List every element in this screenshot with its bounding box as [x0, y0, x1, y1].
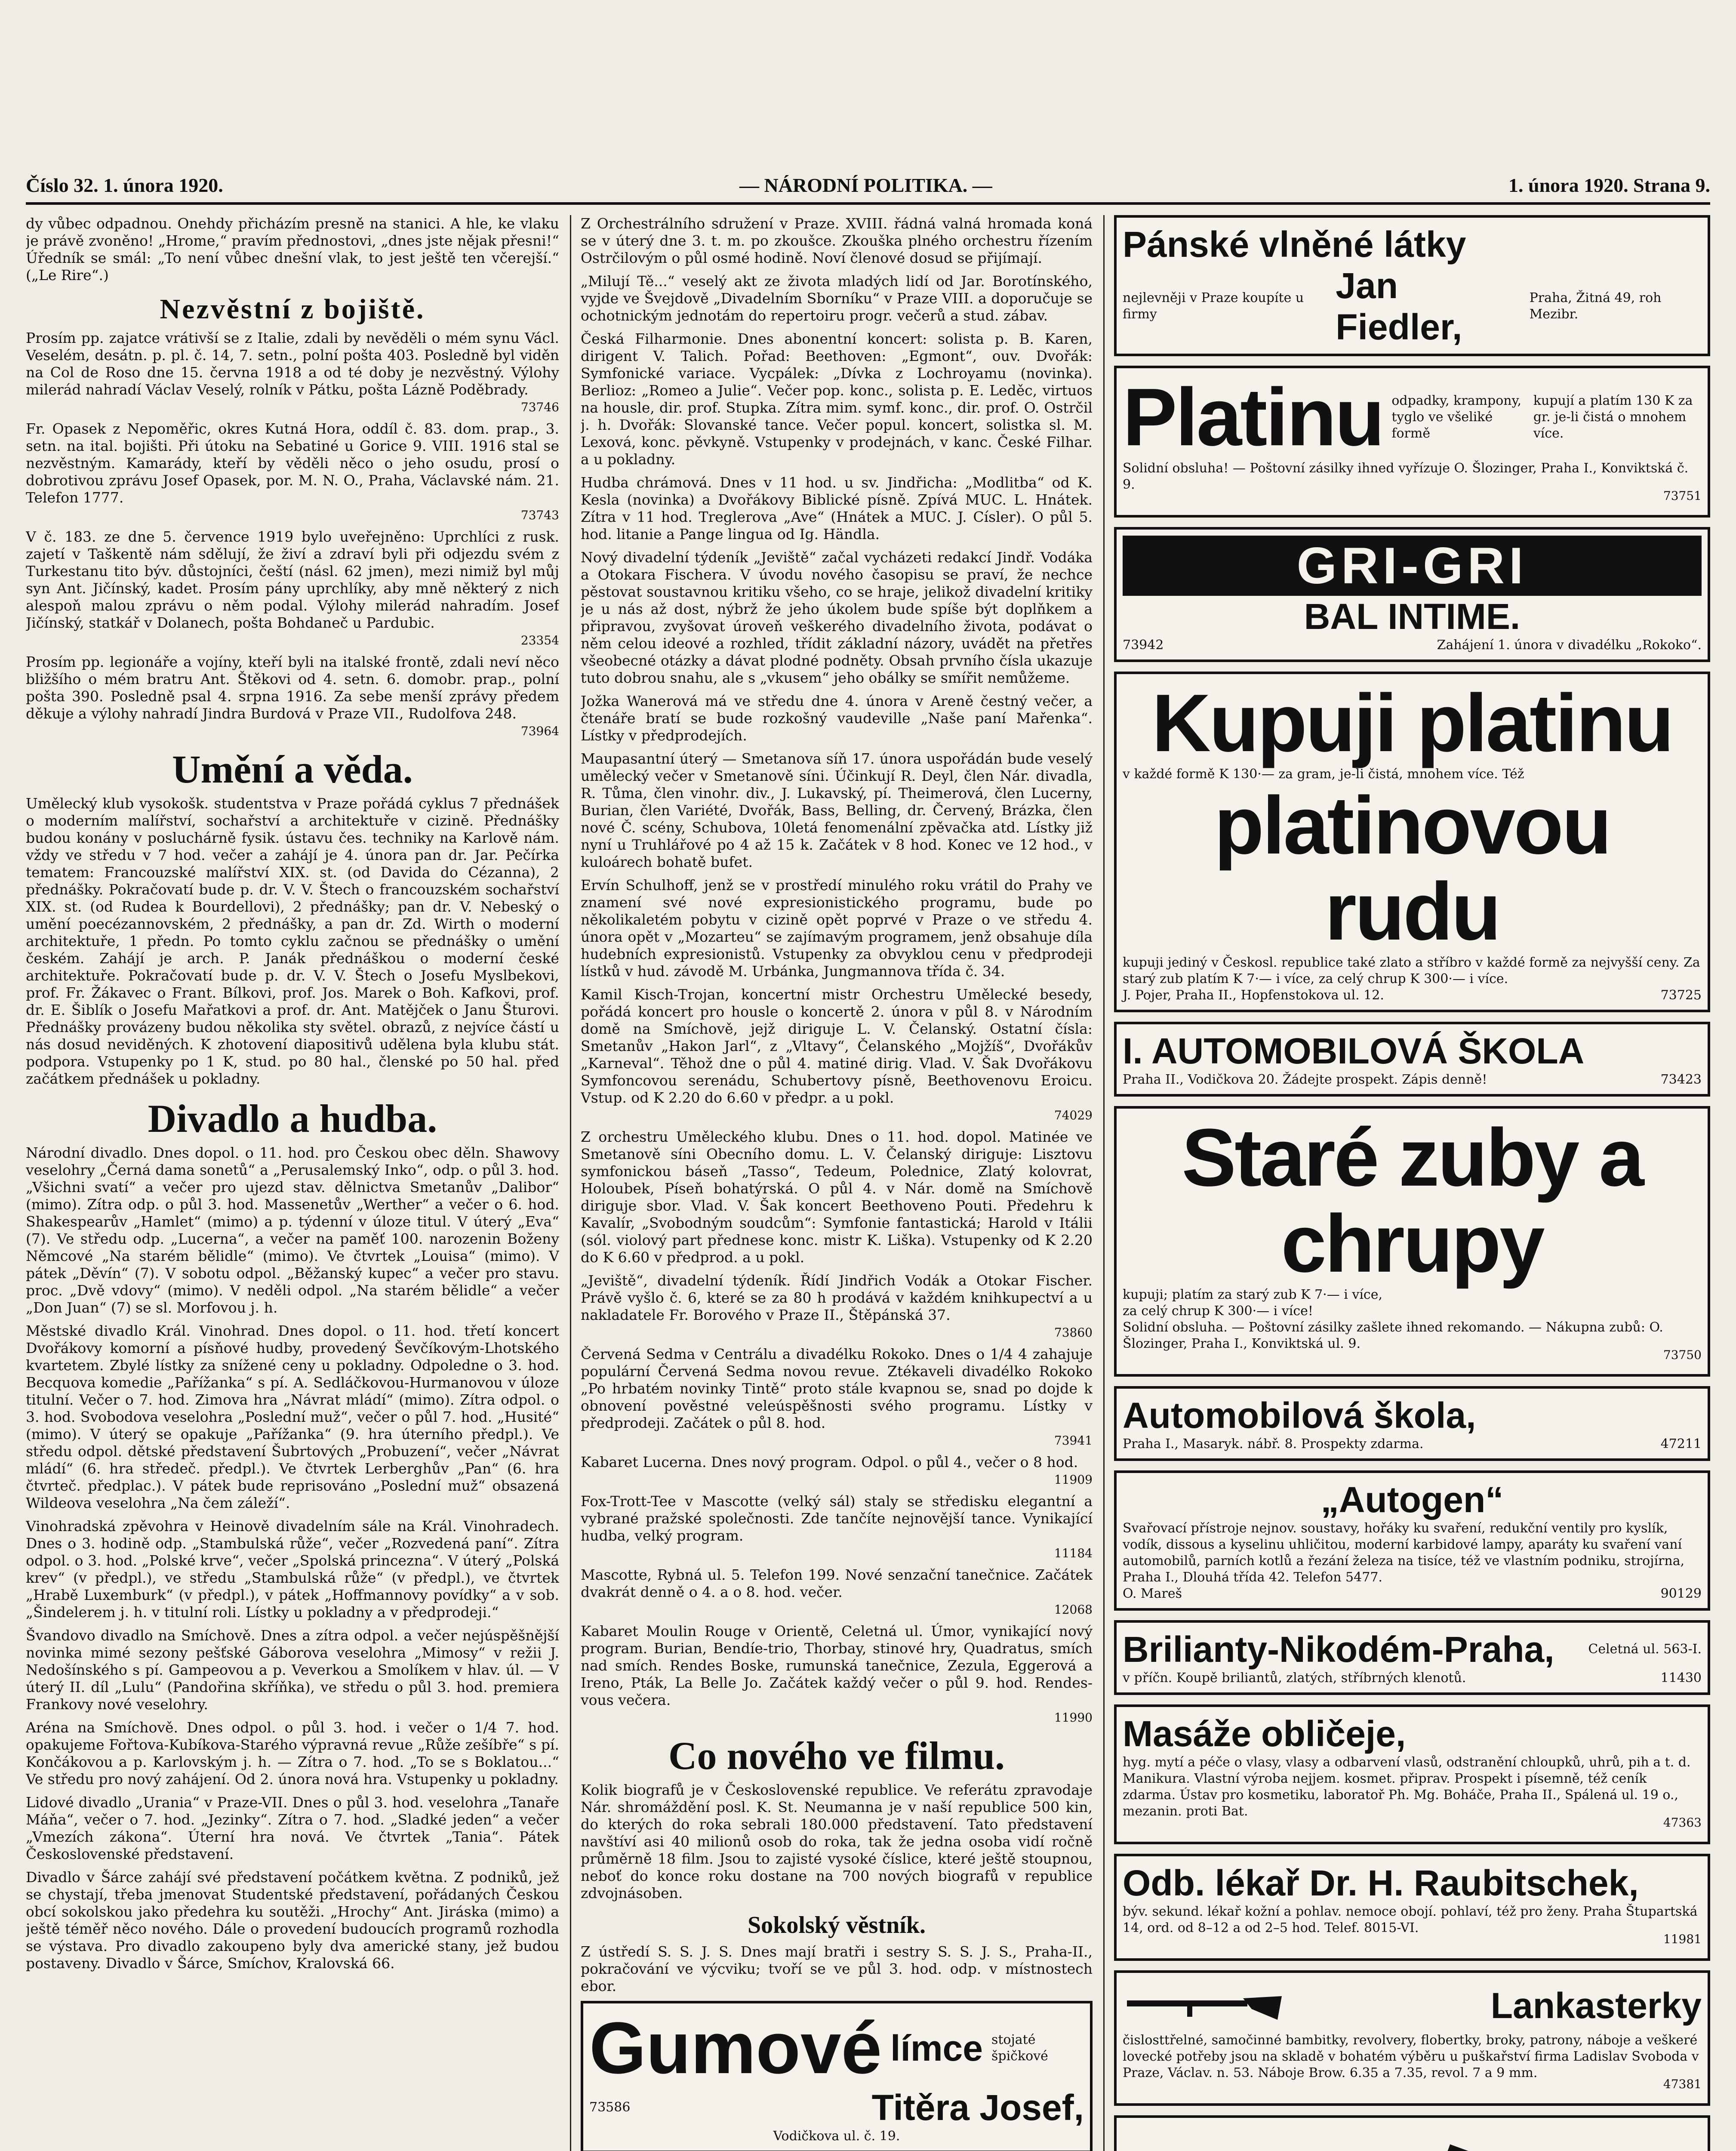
ad-headline: Kupuji platinu: [1151, 678, 1673, 769]
ad-number: 47211: [1660, 1436, 1702, 1451]
rifle-icon: [1123, 1979, 1286, 2032]
ad-headline: Odb. lékař Dr. H. Raubitschek,: [1123, 1863, 1639, 1903]
ad-number: 11981: [1663, 1932, 1702, 1946]
ad-firm: J. Pojer, Praha II., Hopfenstokova ul. 12.: [1123, 988, 1384, 1003]
article-text: Vinohradská zpěvohra v Heinově divadelním sále na Král. Vinohradech. Dnes o 3. hodině odp. „Stambulská růže“, večer „Rozvedená paní“. Zítra odpol. o 3. hod. „Polské krve“, večer „Spolská princezna“. V úterý „Polská krev“ (v předpl.), ve středu „Stambulská růže“ (v předpl.), ve čtvrtek „Hrabě Luxemburk“ (v předpl.), v pátek „Hoffmannovy povídky“ a v sob. „Šindelerem j. h. v titulní roli. Lístky u pokladny a v předprodeji.“: [26, 1518, 559, 1621]
ad-headline: Pánské vlněné látky: [1123, 224, 1466, 265]
ad-footer: Solidní obsluha. — Poštovní zásilky zašlete ihned rekomando. — Nákupna zubů: O. Šlozinger, Praha I., Konviktská ul. 9.: [1123, 1320, 1663, 1351]
ad-platinu: [1114, 366, 1710, 518]
ad-number: 23354: [520, 633, 559, 647]
masthead: [26, 172, 1710, 198]
ad-number: 73941: [1054, 1433, 1093, 1448]
article-text: Kabaret Moulin Rouge v Orientě, Celetná ul. Úmor, vynikající nový program. Burian, Bendíe-trio, Thorbay, stinové hry, Quadratus, smích nad smích. Rendes Boske, rumunská tanečnice, Zezula, Eggerová a Ireno, Pták, La Belle Jo. Začátek každý večer o půl 9. hod. Rendes-vous večera.: [581, 1623, 1093, 1708]
ad-number: 47363: [1663, 1815, 1702, 1830]
ad-text: čislosttřelné, samočinné bambitky, revolvery, flobertky, broky, patrony, náboje a veškeré lovecké potřeby jsou na skladě v bohatém výběru u puškařství firma Ladislav Svoboda v Praze, Václav. n. 53. Náboje Brow. 6.35 a 7.35, revol. 7 a 9 mm.: [1123, 2033, 1699, 2080]
article-text: Z orchestru Uměleckého klubu. Dnes o 11. hod. dopol. Matinée ve Smetanově síni Obecního domu. L. V. Čelanský diriguje: Lisztovu symfonickou báseň „Tasso“, Tedeum, Polednice, Zlatý kolovrat, Holoubek, Píseň bohatýrská. O půl 4. v Nár. domě na Smíchově diriguje sbor. Vlad. V. Šak koncert Beethoveno Pouti. Předehru k Kavalír, „Svobodným soudcům“: Symfonie fantastická; Harold v Itálii (sól. violový part přednese konc. mistr K. Liška). Vstupenky od K 2.20 do K 6.60 v předprod. a u pokl.: [581, 1128, 1093, 1266]
ad-text: kupuji jediný v Českosl. republice také zlato a stříbro v každé formě za nejvyšší ceny. Za starý zub platím K 7·— i více, za celý chrup K 300·— i více.: [1123, 955, 1700, 986]
article-text: Hudba chrámová. Dnes v 11 hod. u sv. Jindřicha: „Modlitba“ od K. Kesla (novinka) a Dvořákovy Biblické písně. Zpívá MUC. L. Hnátek. Zítra v 11 hod. Treglerova „Ave“ (Hnátek a MUC. J. Císler). O půl 5. hod. litanie a Pange lingua od Ig. Händla.: [581, 474, 1093, 542]
ad-headline: Masáže obličeje,: [1123, 1713, 1406, 1754]
issue-info: Číslo 32. 1. února 1920.: [26, 174, 223, 196]
ad-footer: Solidní obsluha! — Poštovní zásilky ihned vyřízuje O. Šlozinger, Praha I., Konviktská č. 9.: [1123, 461, 1689, 492]
ad-gri-gri: [1114, 527, 1710, 662]
ad-number: 11184: [1054, 1546, 1093, 1560]
missing-notice: Prosím pp. zajatce vrátivší se z Italie, zdali by nevěděli o mém synu Václ. Veselém, desátn. p. pl. č. 14, 7. setn., polní pošta 403. Posledně byl viděn na Col de Roso dne 15. června 1918 a od té doby je nezvěstný. Výlohy milerád nahradí Václav Veselý, rolník v Pátku, pošta Lázně Poděbrady.: [26, 330, 559, 398]
ad-number: 11430: [1660, 1670, 1702, 1686]
article-text: Švandovo divadlo na Smíchově. Dnes a zítra odpol. a večer nejúspěšnější novinka mimé sezony pešťské Gáborova veselohra „Mimosy“ v režii J. Nedošínského s pí. Gampeovou a p. Veverkou a Smolíkem v hlav. úl. — V úterý II. díl „Lulu“ (Pandořina skříňka), ve středu o půl 3. hod. premiera Frankovy nové veselohry.: [26, 1627, 559, 1713]
ad-number: 73423: [1660, 1072, 1702, 1087]
ad-address: Vodičkova ul. č. 19.: [773, 2129, 900, 2144]
article-text: Česká Filharmonie. Dnes abonentní koncert: solista p. B. Karen, dirigent V. Talich. Pořad: Beethoven: „Egmont“, ouv. Dvořák: Symfonické variace. Vycpálek: „Dívka z Lochroyamu (novinka). Berlioz: „Romeo a Julie“. Večer pop. konc., solista p. E. Leděc, virtuos na housle, dir. prof. Stupka. Zítra mim. symf. konc., dir. prof. O. Ostrčil j. h. Dvořák: Slovanské tance. Večer popul. koncert, solistka sl. M. Lexová, konc. pěvkyně. Vstupenky v prodejnách, v kanc. České Filhar. a u pokladny.: [581, 330, 1093, 468]
ad-number: 73860: [1054, 1325, 1093, 1340]
ad-text: Svařovací přístroje nejnov. soustavy, hořáky ku svaření, redukční ventily pro kyslík, vodík, dissous a kyselinu uhličitou, moderní karbidové lampy, aparáty ku svaření vaní automobilů, parních kotlů a řezání železa na tisíce, též ve vlastním podniku, strojírna, Praha I., Dlouhá třída 42. Telefon 5477.: [1123, 1521, 1685, 1585]
ad-number: 11909: [1054, 1473, 1093, 1487]
section-title-theatre: Divadlo a hudba.: [148, 1097, 437, 1140]
ad-lankasterky: [1114, 1970, 1710, 2106]
ad-headline: „Autogen“: [1320, 1479, 1504, 1520]
ad-address: Celetná ul. 563-I.: [1588, 1642, 1702, 1657]
ad-headline: Staré zuby a chrupy: [1182, 1112, 1643, 1289]
ad-text: odpadky, krampony, tyglo ve všeliké formě: [1391, 393, 1522, 441]
article-text: Jožka Wanerová má ve středu dne 4. února v Areně čestný večer, a čtenáře bratí se bude rozkošný vaudeville „Naše paní Mařenka“. Lístky v předprodejích.: [581, 693, 1093, 744]
article-text: Ervín Schulhoff, jenž se v prostředí minulého roku vrátil do Prahy ve znamení své nové expresionistického programu, bude po několikaletém pobytu v cizině opět poprvé v Praze o ve středu 4. února opět v „Mozarteu“ se zajímavým programem, jenž obsahuje díla hudebních expresionistů. Vstupenky za obvyklou cenu v předprodeji lístků v hud. závodě M. Urbánka, Jungmannova třída č. 34.: [581, 877, 1093, 980]
ad-number: 47381: [1663, 2077, 1702, 2091]
column-divider: [570, 215, 571, 2151]
column-3-ads: [1114, 215, 1710, 2151]
ad-headline: Lankasterky: [1490, 1985, 1702, 2026]
article-text: Červená Sedma v Centrálu a divadélku Rokoko. Dnes o 1/4 4 zahajuje populární Červená Sedma novou revue. Ztékaveli divadélko Rokoko „Po hrbatém novinky Tintě“ proto stále kvapnou se, snad po dojde k obnovení pověstné veleúspěšnosti svého programu. Lístky v předprodeji. Začátek o půl 8. hod.: [581, 1346, 1093, 1431]
ad-headline: Brilianty-Nikodém-Praha,: [1123, 1629, 1554, 1670]
ad-number: 73586: [589, 2100, 631, 2115]
article-text: Nový divadelní týdeník „Jeviště“ začal vycházeti redakcí Jindř. Vodáka a Otokara Fischera. V úvodu nového časopisu se praví, že nechce pěstovat soustavnou kritiku všeho, co se hraje, jelikož divadelní kritiky je u nás až dost, nýbrž že jeho úkolem bude spíše být doplňkem a připravou, zvyšovat úroveň veškerého divadelního života, podávat o něm celou ideové a rozhled, třídit základní názory, uvádět na přetřes všeobecné otázky a dávat plodné podněty. Obsah prvního čísla ukazuje tuto dobrou snahu, ale s „vkusem“ jeho obálky se smířit nemůžeme.: [581, 549, 1093, 686]
article-text: Umělecký klub vysokošk. studentstva v Praze pořádá cyklus 7 přednášek o moderním malířství, sochařství a architektuře v cizině. Přednášky budou konány v posluchárně fysik. ústavu čes. techniky na Karlově nám. vždy ve středu v 7 hod. večer a zahájí je 4. února pan dr. Jar. Pečírka tematem: Francouzské malířství XIX. st. (od Davida do Cézanna), 2 přednášky. Pokračovatí bude p. dr. V. V. Štech o francouzském sochařství XIX. st. (od Rudea k Bourdellovi), 2 přednášky; pan dr. V. Nebeský o umění poecézannovském, 2 přednášky, a pan dr. Zd. Wirth o moderní architektuře, 1 předn. Po tomto cyklu začnou se přednášky o umění českém. Zahájí je arch. P. Janák přednáškou o moderní české architektuře. Pokračovatí bude p. dr. V. V. Štech o Josefu Myslbekovi, prof. Fr. Žákavec o Frant. Bílkovi, prof. Jos. Marek o Boh. Kafkovi, prof. dr. E. Šiblík o Josefu Mařatkovi a prof. dr. Ant. Matějček o Janu Šturovi. Přednášky provázeny budou několika sty světel. obrazů, z nejvíce částí u nás dosud neviděných. K zhotovení diapositivů udělena byla klubu stát. podpora. Vstupenky po 1 K, stud. po 80 hal., členské po 50 hal. před začátkem přednášek u pokladny.: [26, 795, 559, 1087]
ad-text: kupuji; platím za starý zub K 7·— i více,: [1123, 1287, 1383, 1302]
article-text: Divadlo v Šárce zahájí své představení počátkem května. Z podniků, jež se chystají, třeba jmenovat Studentské představení, pořádaných Českou obcí sokolskou jako předehra ku soutěži. „Hrochy“ Ant. Jiráska (mimo) a ještě téměř něco nového. Dále o provedení budoucích programů rozhodla se výstava. Pro divadlo zakoupeno byly dva americké stany, jež budou postaveny. Divadlo v Šárce, Smíchov, Kralovská 66.: [26, 1869, 559, 1972]
ad-text: hyg. mytí a péče o vlasy, vlasy a odbarvení vlasů, odstranění chloupků, uhrů, pih a t. d. Manikura. Vlastní výroba nejjem. kosmet. připrav. Prospekt i písemně, též ceník zdarma. Ústav pro kosmetiku, laboratoř Ph. Mg. Boháče, Praha II., Spálená ul. 19 o., mezanin. proti Bat.: [1123, 1755, 1691, 1819]
article-text: Kabaret Lucerna. Dnes nový program. Odpol. o půl 4., večer o 8 hod.: [581, 1454, 1078, 1470]
ad-number: 74029: [1054, 1108, 1093, 1122]
newspaper-page: [26, 26, 1710, 2151]
ad-footer: Zahájení 1. února v divadélku „Rokoko“.: [1437, 638, 1702, 653]
ad-lekar: [1114, 1854, 1710, 1961]
section-title-sokol: Sokolský věstník.: [748, 1912, 926, 1938]
ad-headline: [1288, 2144, 1536, 2151]
ad-headline: I. AUTOMOBILOVÁ ŠKOLA: [1123, 1031, 1585, 1071]
section-title-film: Co nového ve filmu.: [668, 1734, 1005, 1778]
article-text: Fox-Trott-Tee v Mascotte (velký sál) staly se středisku elegantní a vybrané pražské společnosti. Zde tančíte nejnovější tance. Vynikající hudba, velký program.: [581, 1493, 1093, 1544]
ad-number: 73942: [1123, 638, 1164, 653]
ad-headline: Automobilová škola,: [1123, 1395, 1476, 1436]
missing-notice: Fr. Opasek z Nepoměřic, okres Kutná Hora, oddíl č. 83. dom. prap., 3. setn. na ital. bojišti. Při útoku na Sebatiné u Gorice 9. VIII. 1916 stal se nezvěstným. Kamarády, kteří by věděli něco o jeho osudu, prosí o dobrotivou zprávu Josef Opasek, por. M. N. O., Praha, Václavské nám. 21. Telefon 1777.: [26, 420, 559, 506]
ad-number: 73746: [520, 400, 559, 414]
ad-brilianty: [1114, 1620, 1710, 1695]
ad-number: 90129: [1660, 1586, 1702, 1601]
column-divider: [1103, 215, 1105, 2151]
newspaper-title: — NÁRODNÍ POLITIKA. —: [739, 174, 992, 196]
missing-notice: Prosím pp. legionáře a vojíny, kteří byli na italské frontě, zdali neví něco bližšího o mém bratru Ant. Štěkovi od 4. setn. 6. domobr. prap., polní pošta 390. Posledně psal 4. srpna 1916. Za sebe menší zprávy předem děkuje a výlohy nahradí Jindra Burdová v Praze VII., Rudolfova 248.: [26, 653, 559, 722]
ad-headline: Gumové: [589, 2007, 882, 2089]
ad-number: 11990: [1054, 1710, 1093, 1725]
date-page-info: 1. února 1920. Strana 9.: [1508, 174, 1710, 196]
ad-kupuji-platinu: [1114, 672, 1710, 1012]
ad-firm: Titěra Josef,: [871, 2087, 1084, 2128]
article-text: Městské divadlo Král. Vinohrad. Dnes dopol. o 11. hod. třetí koncert Dvořákovy komorní a písňové hudby, provedený Ševčíkovým-Lhotského kvartetem. Zbylé lístky za snížené ceny u pokladny. Odpoledne o 3. hod. Becquova komedie „Pařížanka“ s pí. A. Sedláčkovou-Hurmanovou v úloze titulní. Večer o 7. hod. Zimova hra „Návrat mládí“ (mimo). Zítra odpol. o 3. hod. Svobodova veselohra „Poslední muž“, večer o půl 7. hod. „Husité“ (mimo). V úterý se opakuje „Pařížanka“ (9. hra úterního předpl.). Ve středu odpol. dětské představení Šubrtových „Probuzení“, večer „Návrat mládí“ (6. hra středeč. předpl.). Ve čtvrtek Lerberghův „Pan“ (6. hra čtvrteč. předplac.). V pátek bude reprisováno „Poslední muž“ obsazená Wildeova veselohra „Na čem záleží“.: [26, 1322, 559, 1511]
ad-stare-zuby: [1114, 1106, 1710, 1377]
ad-automobilova-skola: [1114, 1022, 1710, 1097]
ad-text: kupují a platím 130 K za gr. je-li čistá o mnohem více.: [1533, 393, 1693, 441]
section-title-art: Umění a věda.: [172, 747, 413, 791]
ad-number: 73750: [1663, 1348, 1702, 1362]
ad-address: Praha I., Masaryk. nábř. 8. Prospekty zdarma.: [1123, 1436, 1424, 1451]
ad-headline: platinovou rudu: [1214, 780, 1610, 957]
ad-headline: Platinu: [1123, 372, 1383, 463]
column-2: [581, 215, 1093, 2151]
article-text: Národní divadlo. Dnes dopol. o 11. hod. pro Českou obec děln. Shawovy veselohry „Černá dama sonetů“ a „Perusalemský Inko“, odp. o půl 3. hod. „Všichni svatí“ a večer pro ujezd stav. dělnictva Smetanův „Dalibor“ (mimo). Zítra odp. o půl 3. hod. Massenetův „Werther“ a večer o 6. hod. Shakespearův „Hamlet“ (mimo) a p. týdenní v úloze titul. V úterý „Eva“ (7). Ve středu odp. „Lucerna“, a večer na paměť 100. narozenin Boženy Němcové „Na starém bělidle“ (mimo). Ve čtvrtek „Louisa“ (mimo). V pátek „Děvín“ (7). V sobotu odpol. „Běžanský kupec“ a večer pro stavu. proc. „Dvě vdovy“ (mimo). V neděli odpol. „Na starém bělidle“ a večer „Don Juan“ (7) se sl. Morfovou j. h.: [26, 1144, 559, 1316]
masthead-rule: [26, 202, 1710, 205]
ad-text: stojaté špičkové: [991, 2032, 1048, 2064]
article-text: Z Orchestrálního sdružení v Praze. XVIII. řádná valná hromada koná se v úterý dne 3. t. m. po zkoušce. Zkouška plného orchestru řízením Ostrčilovým o půl osmé hodině. Noví členové dosud se přijímají.: [581, 215, 1093, 266]
ad-automobilova-skola-2: [1114, 1386, 1710, 1461]
joke-text: dy vůbec odpadnou. Onehdy přicházím presně na stanici. A hle, ke vlaku je právě zvoněno! „Hrome,“ pravím přednostovi, „dnes jste nějak přesni!“ Úředník se smál: „To není vůbec dnešní vlak, to jest ještě ten včerejší.“ („Le Rire“.): [26, 215, 559, 284]
ad-number: 73751: [1663, 489, 1702, 503]
ad-text: Praha II., Vodičkova 20. Žádejte prospekt. Zápis denně!: [1123, 1072, 1487, 1087]
article-text: Mascotte, Rybná ul. 5. Telefon 199. Nové senzační tanečnice. Začátek dvakrát denně o 4. a o 8. hod. večer.: [581, 1566, 1093, 1600]
ad-subtitle: BAL INTIME.: [1304, 596, 1521, 637]
section-title-missing: Nezvěstní z bojiště.: [160, 293, 425, 325]
ad-address: Praha, Žitná 49, roh Mezibr.: [1529, 290, 1662, 322]
ad-text: v příčn. Koupě briliantů, zlatých, stříbrných klenotů.: [1123, 1670, 1466, 1686]
column-1: [26, 215, 559, 2151]
ad-headline: límce: [890, 2028, 983, 2068]
ad-number: 73743: [520, 508, 559, 522]
ad-firm: Jan Fiedler,: [1336, 265, 1462, 347]
ad-headline: GRI-GRI: [1123, 536, 1702, 596]
ad-tungsram: [1114, 2115, 1710, 2151]
ad-number: 12068: [1054, 1602, 1093, 1617]
ad-fiedler: [1114, 215, 1710, 356]
ad-number: 73964: [520, 724, 559, 738]
ad-firm: O. Mareš: [1123, 1586, 1182, 1601]
ad-autogen: [1114, 1470, 1710, 1611]
ad-text: v každé formě K 130·— za gram, je-li čistá, mnohem více. Též: [1123, 767, 1524, 782]
ad-gumove-limce: [581, 2001, 1093, 2151]
article-text: Lidové divadlo „Urania“ v Praze-VII. Dnes o půl 3. hod. veselohra „Tanaře Máňa“, večer o 7. hod. „Jezinky“. Zítra o 7. hod. „Sladké jeden“ a večer „Vmezích zákona“. Úterní hra nová. Ve čtvrtek „Tania“. Pátek Československé představení.: [26, 1794, 559, 1862]
ad-text: nejlevněji v Praze koupíte u firmy: [1123, 290, 1304, 322]
article-text: Kamil Kisch-Trojan, koncertní mistr Orchestru Umělecké besedy, pořádá koncert pro housle o koncertě 2. února v půl 8. v Národním domě na Smíchově, jejž diriguje L. V. Čelanský. Ostatní čísla: Smetanův „Hakon Jarl“, z „Vltavy“, Čelanského „Mojžíš“, Dvořákův „Karneval“. Těhož dne o půl 4. matiné dirig. Vlad. V. Šak Dvořákovu Symfoncovou serenádu, Schubertovy písně, Beethovenovu Eroicu. Vstup. od K 2.20 do 6.60 v předpr. a u pokl.: [581, 986, 1093, 1106]
article-text: Maupasantní úterý — Smetanova síň 17. února uspořádán bude veselý umělecký večer v Smetanově síni. Účinkují R. Deyl, člen Nár. divadla, R. Tůma, člen vinohr. div., J. Lukavský, pí. Theimerová, člen Lucerny, Burian, člen Variété, Dvořák, Bass, Belling, dr. Červený, Brázka, člen nové Č. scény, Schubova, 10letá fenomenální zpěvačka atd. Lístky již nyní u Truhlářové po 4 až 15 k. Začátek v 8 hod. Konec ve 12 hod., v kuloárech bohatě bufet.: [581, 750, 1093, 870]
ad-masaze: [1114, 1704, 1710, 1844]
article-text: Kolik biografů je v Československé republice. Ve referátu zpravodaje Nár. shromáždění posl. K. St. Neumanna je v naší republice 500 kin, do kterých do roka sebrali 180.000 představení. Tato představení navštíví asi 40 milionů osob do roka, tak že jedna osoba vidí ročně průměrně 18 film. Jsou to zajisté vysoké číslice, které ještě stoupnou, neboť do konce roku dostane na 700 nových biografů v republice zdvojnásoben.: [581, 1781, 1093, 1901]
ad-text: za celý chrup K 300·— i více!: [1123, 1304, 1313, 1319]
article-text: „Milují Tě...“ veselý akt ze života mladých lidí od Jar. Borotínského, vyjde ve Švejdově „Divadelním Sborníku“ v Praze VIII. a doporučuje se ochotnickým jednotám do repertoiru progr. večerů a stud. zábav.: [581, 273, 1093, 324]
article-text: „Jeviště“, divadelní týdeník. Řídí Jindřich Vodák a Otokar Fischer. Právě vyšlo č. 6, které se za 80 h prodává v každém knihkupectví a u nakladatele Fr. Borového v Praze II., Štěpánská 37.: [581, 1272, 1093, 1323]
missing-notice: V č. 183. ze dne 5. července 1919 bylo uveřejněno: Uprchlíci z rusk. zajetí v Taškentě nám sdělují, že živí a zdraví byli při odjezdu svém z Turkestanu tito býv. důstojníci, čeští (násl. 62 jmen), mezi nimiž byl můj syn Ant. Jičínský, kadet. Prosím pány uprchlíky, aby mně některý z nich alespoň malou zprávu o něm podal. Výlohy milerád nahradím. Josef Jičínský, statkář v Dolanech, pošta Bohdaneč u Pardubic.: [26, 528, 559, 631]
ad-number: 73725: [1660, 988, 1702, 1003]
lightbulb-icon: [1123, 2124, 1702, 2151]
article-text: Z ústředí S. S. J. S. Dnes mají bratři i sestry S. S. J. S., Praha-II., pokračování ve výcviku; tvoří se ve půl 3. hod. odp. v místnostech ebor.: [581, 1943, 1093, 1994]
ad-text: býv. sekund. lékař kožní a pohlav. nemoce obojí. pohlaví, též pro ženy. Praha Štupartská 14, ord. od 8–12 a od 2–5 hod. Telef. 8015-VI.: [1123, 1904, 1698, 1935]
article-text: Aréna na Smíchově. Dnes odpol. o půl 3. hod. i večer o 1/4 7. hod. opakujeme Fořtova-Kubíkova-Starého výpravná revue „Růže zešíbře“ s pí. Končákovou a p. Karlovským j. h. — Zítra o 7. hod. „To se s Boklatou...“ Ve středu pro nový zahájení. Od 2. února nová hra. Vstupenky u pokladny.: [26, 1719, 559, 1787]
